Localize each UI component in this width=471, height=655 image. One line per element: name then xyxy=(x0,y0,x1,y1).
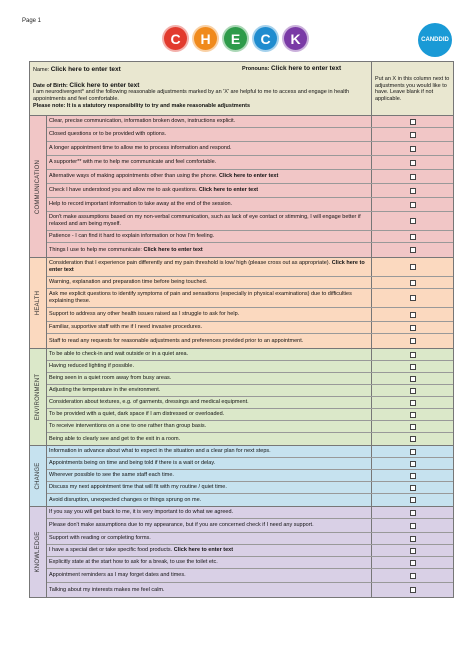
checkbox-cell xyxy=(372,507,453,518)
adjustment-text xyxy=(47,231,372,242)
adjustment-row xyxy=(47,334,453,348)
checkbox-cell xyxy=(372,361,453,372)
checkbox[interactable] xyxy=(410,119,416,125)
adjustment-text xyxy=(47,212,372,230)
adjustment-label: Familiar, supportive staff with me if I need invasive procedures. xyxy=(49,324,203,330)
text-entry-field[interactable]: Click here to enter text xyxy=(143,246,203,253)
adjustment-label: Avoid disruption, unexpected changes or things sprung on me. xyxy=(49,496,202,503)
adjustment-text xyxy=(47,482,372,493)
adjustment-row xyxy=(47,569,453,583)
adjustment-label: To be able to check-in and wait outside or in a quiet area. xyxy=(49,351,189,357)
checkbox-cell xyxy=(372,128,453,141)
logo-letter-circle: K xyxy=(282,25,309,52)
checkbox[interactable] xyxy=(410,338,416,344)
adjustment-label: Check I have understood you and allow me to ask questions. xyxy=(49,187,199,193)
section-label xyxy=(30,116,47,257)
adjustment-row xyxy=(47,289,453,308)
section-health xyxy=(30,258,453,349)
section-change xyxy=(30,446,453,507)
section-rows xyxy=(47,507,453,597)
checkbox-cell xyxy=(372,557,453,568)
checkbox-cell xyxy=(372,198,453,211)
checkbox-cell xyxy=(372,349,453,360)
checkbox[interactable] xyxy=(410,280,416,286)
adjustment-label: Clear, precise communication, information broken down, instructions explicit. xyxy=(49,118,236,124)
adjustment-text xyxy=(47,308,372,321)
adjustment-text xyxy=(47,289,372,307)
adjustment-text xyxy=(47,470,372,481)
adjustment-text xyxy=(47,409,372,420)
section-label-text: KNOWLEDGE xyxy=(35,531,41,573)
checkbox-cell xyxy=(372,243,453,257)
checkbox-cell xyxy=(372,433,453,445)
adjustment-row xyxy=(47,446,453,458)
checkbox-cell xyxy=(372,170,453,183)
checkbox-cell xyxy=(372,322,453,333)
logo-letter-circle: C xyxy=(252,25,279,52)
checkbox[interactable] xyxy=(410,412,416,418)
dob-label: Date of Birth: xyxy=(33,83,68,89)
checkbox-cell xyxy=(372,482,453,493)
checkbox[interactable] xyxy=(410,449,416,455)
adjustment-row xyxy=(47,231,453,243)
adjustment-label: Explicitly state at the start how to ask for a break, to use the toilet etc. xyxy=(49,559,218,565)
checkbox[interactable] xyxy=(410,325,416,331)
canddid-logo: CANDDID xyxy=(418,23,452,57)
checkbox[interactable] xyxy=(410,352,416,358)
section-comm xyxy=(30,116,453,258)
section-label xyxy=(30,507,47,597)
adjustment-label: Appointments being on time and being told if there is a wait or delay. xyxy=(49,460,216,466)
logo-letter-circle: E xyxy=(222,25,249,52)
adjustment-text xyxy=(47,277,372,288)
adjustment-row xyxy=(47,349,453,361)
adjustment-text xyxy=(47,545,372,556)
checkbox-cell xyxy=(372,258,453,276)
checkbox[interactable] xyxy=(410,424,416,430)
check-logo xyxy=(162,25,309,53)
checkbox[interactable] xyxy=(410,188,416,194)
adjustment-text xyxy=(47,156,372,169)
adjustment-text xyxy=(47,458,372,469)
section-rows xyxy=(47,446,453,506)
adjustment-row xyxy=(47,156,453,170)
checkbox[interactable] xyxy=(410,364,416,370)
adjustment-row xyxy=(47,198,453,212)
adjustment-text xyxy=(47,142,372,155)
adjustment-row xyxy=(47,507,453,519)
adjustment-row xyxy=(47,361,453,373)
checkbox-cell xyxy=(372,334,453,348)
adjustment-row xyxy=(47,308,453,322)
pronouns-label: Pronouns: xyxy=(242,66,270,72)
adjustment-label: I have a special diet or take specific food products. xyxy=(49,547,174,553)
checkbox[interactable] xyxy=(410,132,416,138)
adjustment-text xyxy=(47,322,372,333)
adjustment-text xyxy=(47,494,372,506)
checkbox-cell xyxy=(372,519,453,532)
checkbox-cell xyxy=(372,289,453,307)
checkbox[interactable] xyxy=(410,548,416,554)
checkbox-cell xyxy=(372,385,453,396)
adjustment-label: Wherever possible to see the same staff each time. xyxy=(49,472,174,478)
adjustment-text xyxy=(47,507,372,518)
adjustment-label: Information in advance about what to expect in the situation and a clear plan for next steps. xyxy=(49,448,271,454)
checkbox[interactable] xyxy=(410,202,416,208)
adjustment-form xyxy=(29,61,454,598)
checkbox-cell xyxy=(372,184,453,197)
checkbox-cell xyxy=(372,142,453,155)
adjustment-text xyxy=(47,258,372,276)
adjustment-text xyxy=(47,334,372,348)
dob-field[interactable]: Click here to enter text xyxy=(69,82,140,89)
section-label xyxy=(30,258,47,348)
name-label: Name: xyxy=(33,67,50,73)
checkbox[interactable] xyxy=(410,264,416,270)
adjustment-text xyxy=(47,116,372,127)
checkbox[interactable] xyxy=(410,146,416,152)
adjustment-label: Staff to read any requests for reasonable adjustments and preferences provided prior to an appointment. xyxy=(49,337,304,344)
checkbox[interactable] xyxy=(410,536,416,542)
logo-letter-circle: C xyxy=(162,25,189,52)
adjustment-text xyxy=(47,569,372,582)
checkbox-cell xyxy=(372,277,453,288)
checkbox[interactable] xyxy=(410,174,416,180)
page-number: Page 1 xyxy=(22,18,42,24)
adjustment-row xyxy=(47,385,453,397)
adjustment-text xyxy=(47,243,372,257)
checkbox[interactable] xyxy=(410,473,416,479)
intro-text: I am neurodivergent* and the following reasonable adjustments marked by an 'X' are helpful to me to access and engage in health appointments and feel comfortable. xyxy=(33,89,350,102)
adjustment-row xyxy=(47,557,453,569)
checkbox[interactable] xyxy=(410,312,416,318)
section-env xyxy=(30,349,453,446)
checkbox-cell xyxy=(372,373,453,384)
adjustment-text xyxy=(47,198,372,211)
adjustment-label: Adjusting the temperature in the environment. xyxy=(49,387,161,393)
adjustment-row xyxy=(47,409,453,421)
adjustment-text xyxy=(47,397,372,408)
checkbox-cell xyxy=(372,308,453,321)
checkbox-cell xyxy=(372,231,453,242)
adjustment-label: Being able to clearly see and get to the exit in a room. xyxy=(49,435,181,442)
checkbox[interactable] xyxy=(410,587,416,593)
logo-letter-circle: H xyxy=(192,25,219,52)
checkbox[interactable] xyxy=(410,388,416,394)
section-label-text: ENVIRONMENT xyxy=(35,373,41,421)
adjustment-row xyxy=(47,373,453,385)
adjustment-label: Being seen in a quiet room away from busy areas. xyxy=(49,375,172,381)
name-field[interactable]: Click here to enter text xyxy=(50,66,121,73)
adjustment-text xyxy=(47,433,372,445)
checkbox-cell xyxy=(372,470,453,481)
adjustment-label: Don't make assumptions based on my non-verbal communication, such as lack of eye contact or stimming, I will engage better if relaxed and am being myself. xyxy=(49,214,361,227)
checkbox[interactable] xyxy=(410,510,416,516)
checkbox-cell xyxy=(372,397,453,408)
adjustment-row xyxy=(47,170,453,184)
form-header xyxy=(30,62,453,116)
checkbox-cell xyxy=(372,409,453,420)
adjustment-label: Closed questions or to be provided with options. xyxy=(49,131,167,137)
section-label xyxy=(30,446,47,506)
checkbox[interactable] xyxy=(410,218,416,224)
checkbox-cell xyxy=(372,116,453,127)
adjustment-label: To receive interventions on a one to one rather than group basis. xyxy=(49,423,207,429)
text-entry-field[interactable]: Click here to enter text xyxy=(219,173,279,179)
adjustment-label: Consideration that I experience pain differently and my pain threshold is low/ high (please cross out as appropriate). xyxy=(49,260,332,266)
adjustment-row xyxy=(47,243,453,257)
checkbox-cell xyxy=(372,583,453,597)
adjustment-label: Please don't make assumptions due to my appearance, but if you are concerned check if I need any support. xyxy=(49,522,314,528)
adjustment-text xyxy=(47,170,372,183)
adjustment-label: Talking about my interests makes me feel calm. xyxy=(49,586,165,593)
adjustment-label: Consideration about textures, e.g. of garments, dressings and medical equipment. xyxy=(49,399,249,405)
adjustment-row xyxy=(47,421,453,433)
checkbox[interactable] xyxy=(410,436,416,442)
checkbox-cell xyxy=(372,446,453,457)
section-label-text: HEALTH xyxy=(35,290,41,316)
adjustment-label: A longer appointment time to allow me to process information and respond. xyxy=(49,145,232,151)
adjustment-row xyxy=(47,258,453,277)
checkbox-cell xyxy=(372,569,453,582)
checkbox-cell xyxy=(372,212,453,230)
adjustment-text xyxy=(47,557,372,568)
adjustment-text xyxy=(47,184,372,197)
statutory-note: Please note: It is a statutory responsibility to try and make reasonable adjustments xyxy=(33,103,251,109)
pronouns-field[interactable]: Click here to enter text xyxy=(271,65,342,72)
adjustment-label: Help to record important information to take away at the end of the session. xyxy=(49,201,233,207)
checkbox[interactable] xyxy=(410,234,416,240)
section-label xyxy=(30,349,47,445)
adjustment-row xyxy=(47,277,453,289)
checkbox-cell xyxy=(372,494,453,506)
checkbox[interactable] xyxy=(410,523,416,529)
adjustment-text xyxy=(47,519,372,532)
checkbox[interactable] xyxy=(410,560,416,566)
text-entry-field[interactable]: Click here to enter text xyxy=(198,187,259,193)
checkbox[interactable] xyxy=(410,461,416,467)
checkbox[interactable] xyxy=(410,295,416,301)
adjustment-text xyxy=(47,583,372,597)
adjustment-text xyxy=(47,373,372,384)
adjustment-row xyxy=(47,116,453,128)
instruction-text: Put an X in this column next to adjustments you would like to have. Leave blank if not applicable. xyxy=(375,76,450,102)
adjustment-row xyxy=(47,184,453,198)
header-main xyxy=(30,62,372,115)
sections-container xyxy=(30,116,453,597)
adjustment-label: Alternative ways of making appointments other than using the phone. xyxy=(49,173,219,179)
section-label-text: COMMUNICATION xyxy=(35,159,41,214)
adjustment-text xyxy=(47,385,372,396)
adjustment-row xyxy=(47,433,453,445)
adjustment-row xyxy=(47,533,453,545)
adjustment-label: Appointment reminders as I may forget dates and times. xyxy=(49,572,186,578)
adjustment-text xyxy=(47,421,372,432)
adjustment-row xyxy=(47,142,453,156)
checkbox[interactable] xyxy=(410,160,416,166)
section-know xyxy=(30,507,453,597)
adjustment-row xyxy=(47,212,453,231)
checkbox[interactable] xyxy=(410,376,416,382)
section-rows xyxy=(47,258,453,348)
checkbox-cell xyxy=(372,458,453,469)
checkbox[interactable] xyxy=(410,400,416,406)
adjustment-row xyxy=(47,519,453,533)
adjustment-label: If you say you will get back to me, it is very important to do what we agreed. xyxy=(49,509,234,515)
checkbox[interactable] xyxy=(410,485,416,491)
adjustment-row xyxy=(47,470,453,482)
adjustment-label: To be provided with a quiet, dark space if I am distressed or overloaded. xyxy=(49,411,225,417)
adjustment-text xyxy=(47,361,372,372)
adjustment-label: Support to address any other health issues raised as I struggle to ask for help. xyxy=(49,311,240,317)
adjustment-row xyxy=(47,494,453,506)
adjustment-label: Support with reading or completing forms. xyxy=(49,535,151,541)
adjustment-row xyxy=(47,397,453,409)
text-entry-field[interactable]: Click here to enter text xyxy=(49,260,365,273)
adjustment-row xyxy=(47,583,453,597)
checkbox-cell xyxy=(372,421,453,432)
adjustment-label: Having reduced lighting if possible. xyxy=(49,363,134,369)
checkbox[interactable] xyxy=(410,573,416,579)
adjustment-row xyxy=(47,545,453,557)
checkbox-cell xyxy=(372,545,453,556)
adjustment-label: Discuss my next appointment time that will fit with my routine / quiet time. xyxy=(49,484,227,490)
adjustment-label: Warning, explanation and preparation time before being touched. xyxy=(49,279,208,285)
section-rows xyxy=(47,349,453,445)
adjustment-label: Things I use to help me communicate: xyxy=(49,246,144,253)
adjustment-text xyxy=(47,349,372,360)
adjustment-row xyxy=(47,128,453,142)
checkbox[interactable] xyxy=(410,497,416,503)
adjustment-text xyxy=(47,128,372,141)
adjustment-text xyxy=(47,446,372,457)
checkbox[interactable] xyxy=(410,247,416,253)
section-rows xyxy=(47,116,453,257)
adjustment-label: A supporter** with me to help me communicate and feel comfortable. xyxy=(49,159,217,165)
section-label-text: CHANGE xyxy=(35,462,41,490)
adjustment-row xyxy=(47,482,453,494)
text-entry-field[interactable]: Click here to enter text xyxy=(173,547,234,553)
checkbox-cell xyxy=(372,156,453,169)
adjustment-label: Ask me explicit questions to identify symptoms of pain and sensations (especially in physical examinations) due to difficulties explaining these. xyxy=(49,291,352,304)
adjustment-row xyxy=(47,458,453,470)
adjustment-row xyxy=(47,322,453,334)
adjustment-text xyxy=(47,533,372,544)
adjustment-label: Patience - I can find it hard to explain information or how I'm feeling. xyxy=(49,233,215,239)
checkbox-cell xyxy=(372,533,453,544)
